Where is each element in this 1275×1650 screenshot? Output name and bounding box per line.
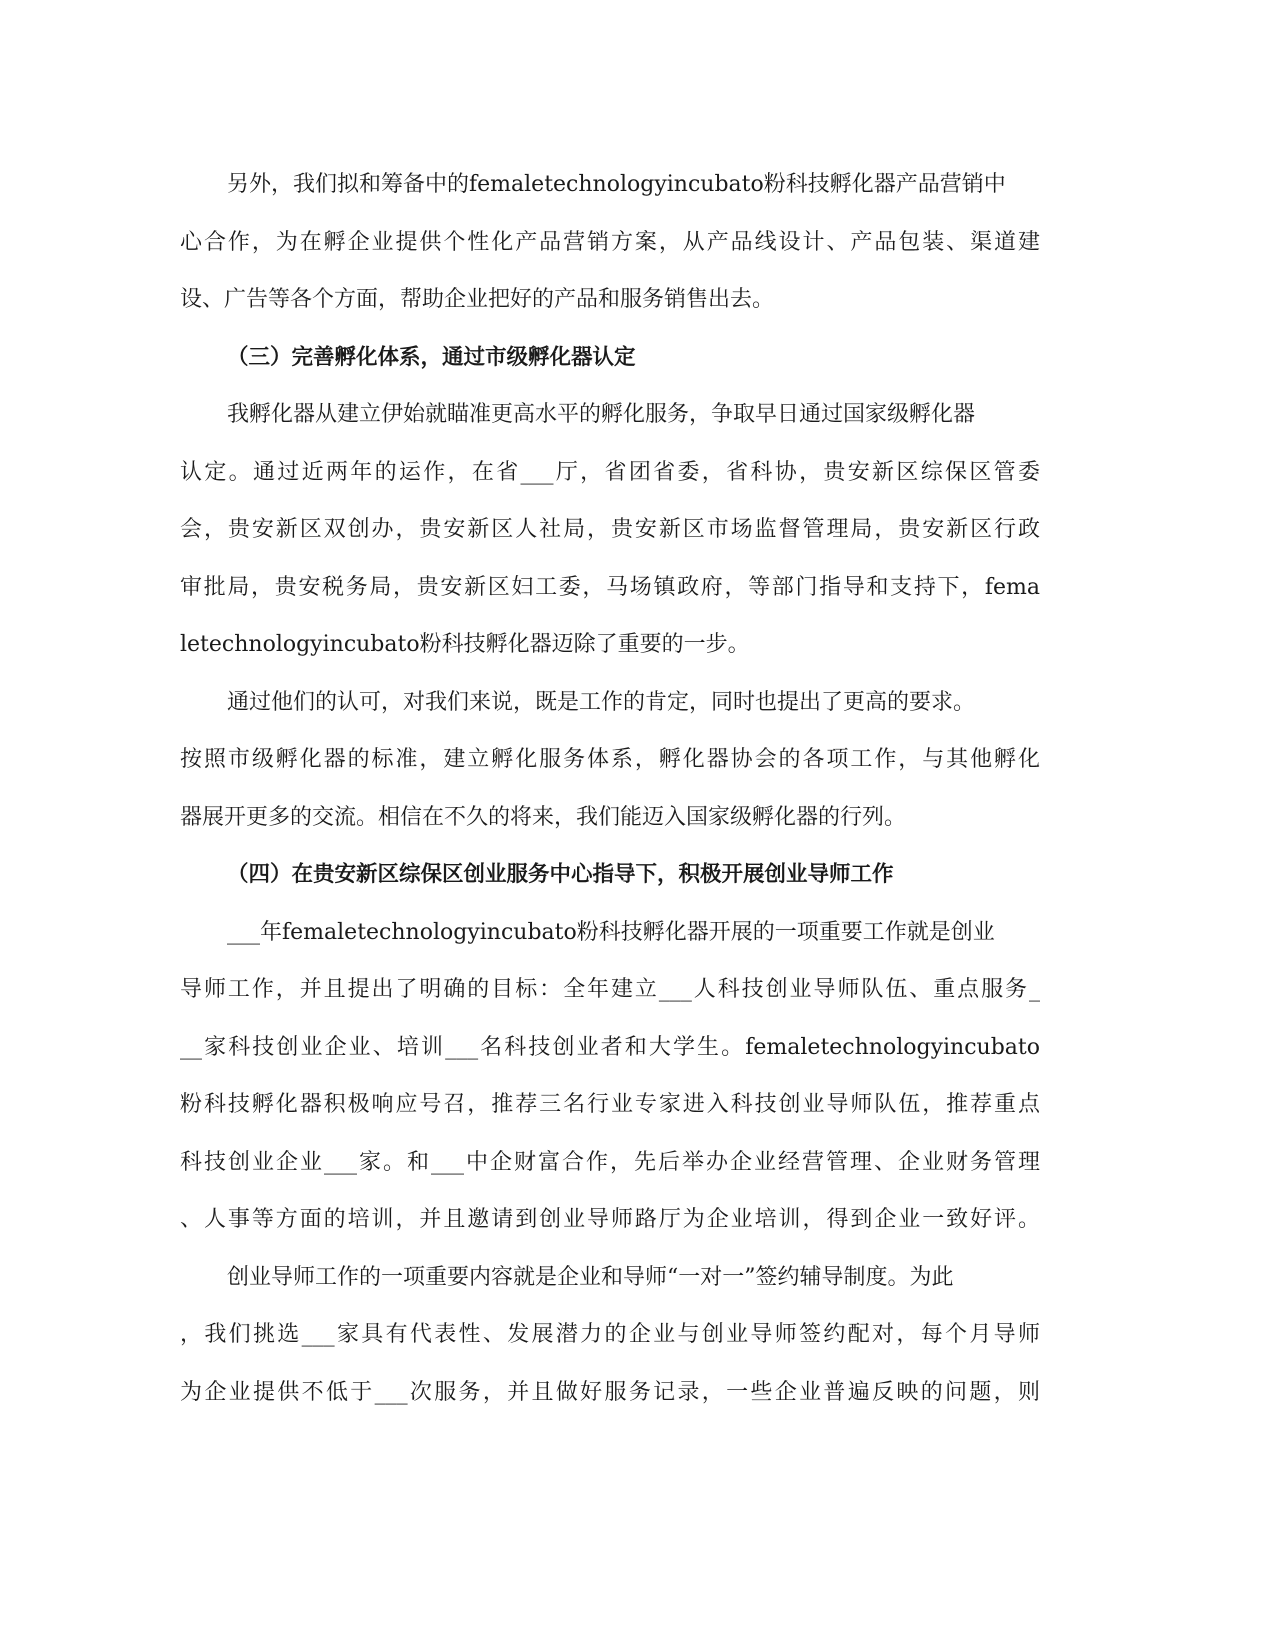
document-body bbox=[180, 162, 1040, 1427]
paragraph-line: 心合作，为在孵企业提供个性化产品营销方案，从产品线设计、产品包装、渠道建 bbox=[180, 229, 1040, 255]
paragraph-line: 认定。通过近两年的运作，在省___厅，省团省委，省科协，贵安新区综保区管委 bbox=[180, 459, 1040, 485]
paragraph-line: __家科技创业企业、培训___名科技创业者和大学生。femaletechnologyincubato bbox=[180, 1034, 1040, 1060]
paragraph-line: 通过他们的认可，对我们来说，既是工作的肯定，同时也提出了更高的要求。 bbox=[227, 689, 976, 715]
paragraph-line: 创业导师工作的一项重要内容就是企业和导师“一对一”签约辅导制度。为此 bbox=[227, 1264, 954, 1290]
paragraph-line: 审批局，贵安税务局，贵安新区妇工委，马场镇政府，等部门指导和支持下，fema bbox=[180, 574, 1040, 600]
paragraph-line: 科技创业企业___家。和___中企财富合作，先后举办企业经营管理、企业财务管理 bbox=[180, 1149, 1040, 1175]
paragraph-line: 为企业提供不低于___次服务，并且做好服务记录，一些企业普遍反映的问题，则 bbox=[180, 1379, 1040, 1405]
paragraph-line: 粉科技孵化器积极响应号召，推荐三名行业专家进入科技创业导师队伍，推荐重点 bbox=[180, 1092, 1040, 1117]
paragraph-line: 我孵化器从建立伊始就瞄准更高水平的孵化服务，争取早日通过国家级孵化器 bbox=[227, 402, 976, 427]
paragraph-line: 、人事等方面的培训，并且邀请到创业导师路厅为企业培训，得到企业一致好评。 bbox=[180, 1207, 1040, 1232]
section-heading: （三）完善孵化体系，通过市级孵化器认定 bbox=[227, 344, 636, 370]
section-heading: （四）在贵安新区综保区创业服务中心指导下，积极开展创业导师工作 bbox=[227, 862, 894, 887]
paragraph-line: 另外，我们拟和筹备中的femaletechnologyincubato粉科技孵化器产品营销中 bbox=[227, 172, 1006, 197]
paragraph-line: 设、广告等各个方面，帮助企业把好的产品和服务销售出去。 bbox=[180, 287, 775, 312]
paragraph-line: ，我们挑选___家具有代表性、发展潜力的企业与创业导师签约配对，每个月导师 bbox=[180, 1322, 1040, 1347]
paragraph-line: ___年femaletechnologyincubato粉科技孵化器开展的一项重要工作就是创业 bbox=[227, 919, 995, 945]
paragraph-line: 会，贵安新区双创办，贵安新区人社局，贵安新区市场监督管理局，贵安新区行政 bbox=[180, 517, 1040, 542]
paragraph-line: 导师工作，并且提出了明确的目标：全年建立___人科技创业导师队伍、重点服务_ bbox=[180, 977, 1040, 1002]
paragraph-line: 按照市级孵化器的标准，建立孵化服务体系，孵化器协会的各项工作，与其他孵化 bbox=[180, 747, 1040, 772]
paragraph-line: letechnologyincubato粉科技孵化器迈除了重要的一步。 bbox=[180, 632, 750, 657]
paragraph-line: 器展开更多的交流。相信在不久的将来，我们能迈入国家级孵化器的行列。 bbox=[180, 804, 907, 830]
